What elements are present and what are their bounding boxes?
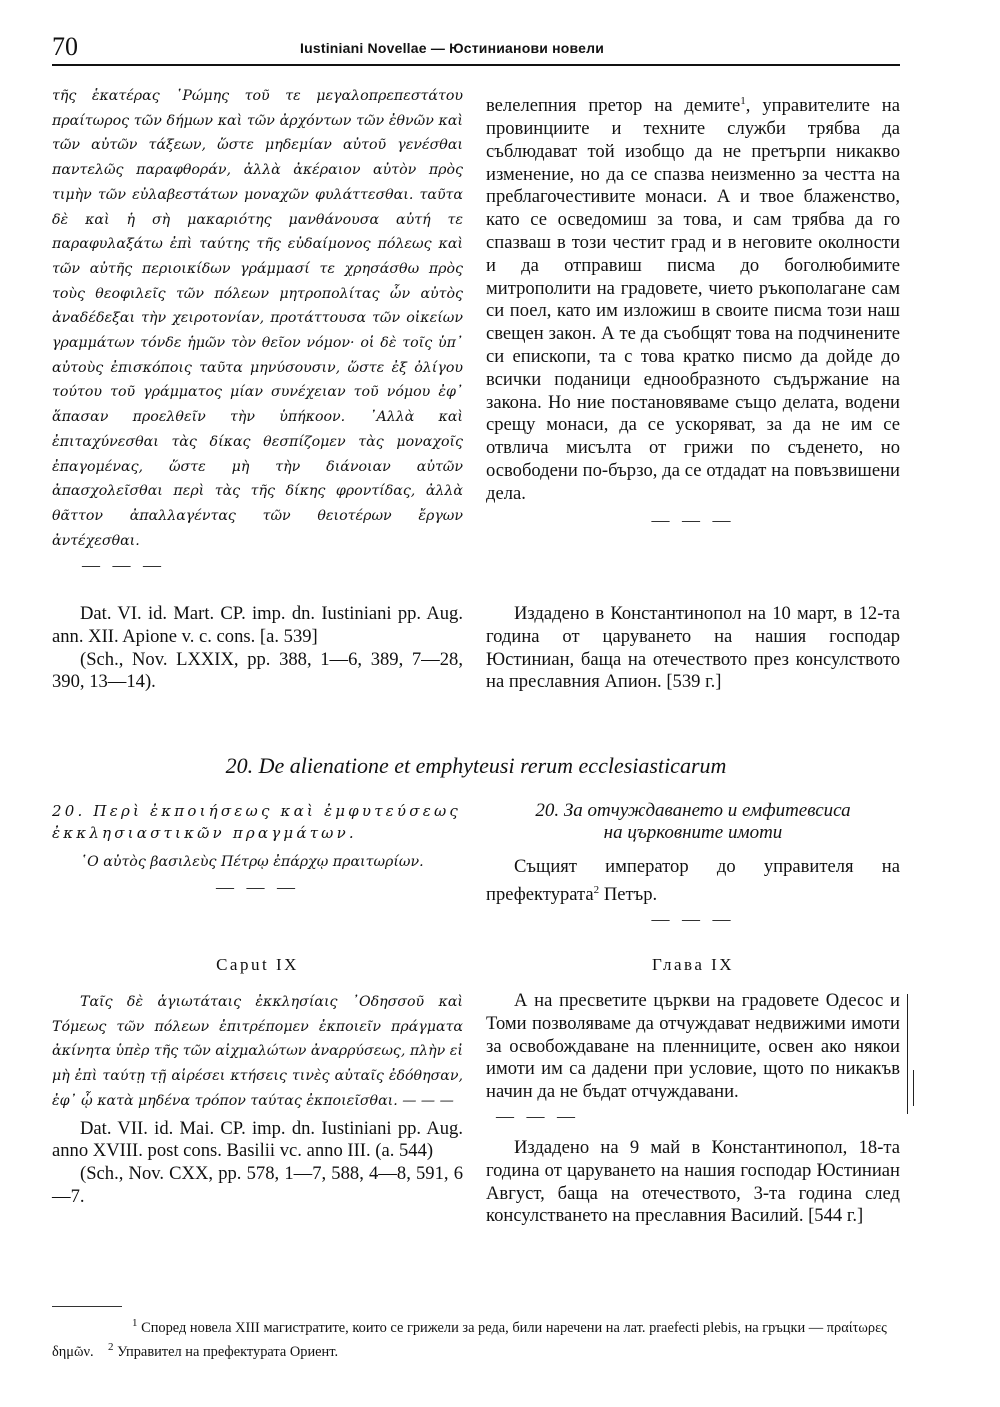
- bulgarian-address-block: [486, 856, 900, 930]
- bulgarian-heading-line2: на църковните имоти: [603, 822, 783, 843]
- footnote-2: Управител на префектурата Ориент.: [117, 1343, 339, 1360]
- footnote-ref-1: 1: [740, 95, 746, 107]
- greek-heading: 20. Περὶ ἐκποιήσεως καὶ ἐμφυτεύσεως ἐκκλησιαστικῶν πραγμάτων.: [52, 802, 461, 842]
- source-reference: (Sch., Nov. LXXIX, pp. 388, 1—6, 389, 7—28, 390, 13—14).: [52, 648, 463, 693]
- date-text: Издадено на 9 май в Константинопол, 18-та година от царуването на нашия господар Юстиниан Август, баща на отечеството, 3-та година след консулстването на преславния Василий. [544 г.]: [486, 1136, 900, 1227]
- chapter-heading-right: Глава IX: [651, 955, 735, 974]
- source-reference: (Sch., Nov. CXX, pp. 578, 1—7, 588, 4—8, 591, 6—7.: [52, 1163, 463, 1207]
- separator-dashes: — — —: [216, 876, 299, 897]
- footnote-ref-2: 2: [593, 883, 600, 896]
- page-number: 70: [52, 32, 78, 61]
- bulgarian-heading-block: [486, 800, 900, 844]
- chapter-heading-left: Caput IX: [216, 955, 299, 974]
- separator-dashes: — — —: [651, 509, 735, 530]
- margin-line: [913, 1070, 914, 1106]
- footnote-separator: [52, 1306, 122, 1307]
- date-text: Издадено в Константинопол на 10 март, в 12-та година от царуването на нашия господар Юстиниан, баща на отечеството през консулството на преславния Апион. [539 г.]: [486, 603, 900, 693]
- dating-block-left-top: [52, 603, 463, 694]
- footnote-1: $^1$ Според новела XIII магистратите, които се грижели за реда, били наречени на лат. praefecti plebis, на гръцки — πραίτωρες δημῶν. $^2$ Управител на префектурата Ориент.: [52, 1317, 887, 1360]
- greek-column-top: [52, 84, 463, 576]
- margin-line: [907, 994, 908, 1114]
- bulgarian-heading-line1: 20. За отчуждаването и емфитевсиса: [535, 800, 851, 821]
- greek-paragraph: τῆς ἑκατέρας ῾Ρώμης τοῦ τε μεγαλοπρεπεστάτου πραίτωρος τῶν δήμων καὶ τῶν ἀρχόντων τῶν ἐθνῶν καὶ τῶν αὐτῶν τάξεων, ὥστε μηδεμίαν αὐτοῦ γενέσθαι παντελῶς παραφθοράν, ἀλλὰ ἀκέραιον αὐτὸν πρὸς τιμὴν τῶν εὐλαβεστάτων μοναχῶν φυλάττεσθαι. ταῦτα δὲ καὶ ἡ σὴ μακαριότης μανθάνουσα αὐτή τε παραφυλαξάτω ἐπὶ ταύτης τῆς εὐδαίμονος πόλεως καὶ τῶν αὐτῆς περιοικίδων γράμμασί τε χρησάσθω πρὸς τοὺς θεοφιλεῖς τῶν πόλεων μητροπολίτας ὧν αὐτὸς ἀναδέδεξαι τὴν χειροτονίαν, προτάττουσα τῶν οἰκείων γραμμάτων τόνδε ἡμῶν τὸν θεῖον νόμον· οἱ δὲ τοῖς ὑπ᾽ αὐτοὺς ἐπισκόποις ταῦτα μηνύσουσιν, ὥστε ἐξ ὀλίγου τούτου τοῦ γράμματος μίαν συνέχειαν τοῦ νόμου ἐφ᾽ ἅπασαν προελθεῖν τὴν ὑπήκοον. ᾽Αλλὰ καὶ ἐπιταχύνεσθαι τὰς δίκας θεσπίζομεν τὰς μοναχοῖς ἐπαγομένας, ὥστε μὴ τὴν διάνοιαν αὐτῶν ἀπασχολεῖσθαι περὶ τὰς τῆς δίκης φροντίδας, ἀλλὰ θᾶττον ἀπαλλαγέντας τῶν θειοτέρων ἔργων ἀντέχεσθαι.: [52, 88, 463, 549]
- greek-chapter-text: [52, 990, 463, 1209]
- dating-text: Dat. VI. id. Mart. CP. imp. dn. Iustiniani pp. Aug. ann. XII. Apione v. c. cons. [a. 539]: [52, 603, 463, 647]
- greek-address: ῾Ο αὐτὸς βασιλεὺς Πέτρῳ ἐπάρχῳ πραιτωρίων.: [80, 854, 424, 870]
- bulgarian-paragraph: велелепния претор на демите$^1$, управителите на провинциите и техните служби трябва да съблюдават той изобщо да не претърпи никакво изменение, но да се спазва неизменно за честта на преблагочестивите монаси. А и твое блаженство, като се осведомиш за това, и сам трябва да го спазваш в този честит град и в неговите околности и да отправиш писма до боголюбимите митрополити на градовете, чието ръкополагане сам си поел, като им изложиш в своите писма този наш свещен закон. А те да съобщят това на подчинените си епископи, та с това кратко писмо да дойде до всички поданици еднообразното съдържание на закона. Но ние постановяваме също делата, водени срещу монаси, да се ускоряват, за да не им се отвлича мисълта от грижи по съденето, но освободени по-бързо, да се отдадат на повъзвишени дела.: [486, 95, 900, 504]
- bulgarian-column-top: [486, 90, 900, 531]
- page-header: [52, 32, 900, 62]
- separator-dashes: — — —: [496, 1105, 579, 1126]
- greek-paragraph: Ταῖς δὲ ἁγιωτάταις ἐκκλησίαις ᾽Οδησσοῦ καὶ Τόμεως τῶν πόλεων ἐπιτρέπομεν ἐκποιεῖν πράγματα ἀκίνητα ὑπὲρ τῆς τῶν αἰχμαλώτων ἀναρρύσεως, πλὴν εἰ μὴ ἐπὶ ταύτῃ τῇ αἱρέσει κτήσεις τινὲς αὐταῖς ἐδόθησαν, ἐφ᾽ ᾧ κατὰ μηδένα τρόπον ταύτας ἐκποιεῖσθαι. — — —: [52, 994, 463, 1109]
- greek-heading-block: [52, 800, 463, 898]
- header-rule: [52, 64, 900, 66]
- footnotes: [52, 1314, 900, 1362]
- dating-block-right-top: [486, 603, 900, 694]
- running-title: Iustiniani Novellae — Юстинианови новели: [300, 40, 605, 56]
- separator-dashes: — — —: [651, 908, 735, 929]
- bulgarian-address: Същият император до управителя на префектурата$^2$ Петър.: [486, 856, 900, 905]
- section-title: 20. De alienatione et emphyteusi rerum ecclesiasticarum: [225, 753, 727, 778]
- dating-text: Dat. VII. id. Mai. CP. imp. dn. Iustiniani pp. Aug. anno XVIII. post cons. Basilii vc. anno III. (a. 544): [52, 1117, 463, 1162]
- bulgarian-chapter-text: [486, 990, 900, 1228]
- bulgarian-paragraph: А на пресветите църкви на градовете Одесос и Томи позволяваме да отчуждават недвижими имоти за освобождаване на пленниците, освен ако някои имоти им са дадени при условие, щото по никакъв начин да не бъдат отчуждавани.: [486, 990, 900, 1103]
- separator-dashes: — — —: [82, 555, 165, 576]
